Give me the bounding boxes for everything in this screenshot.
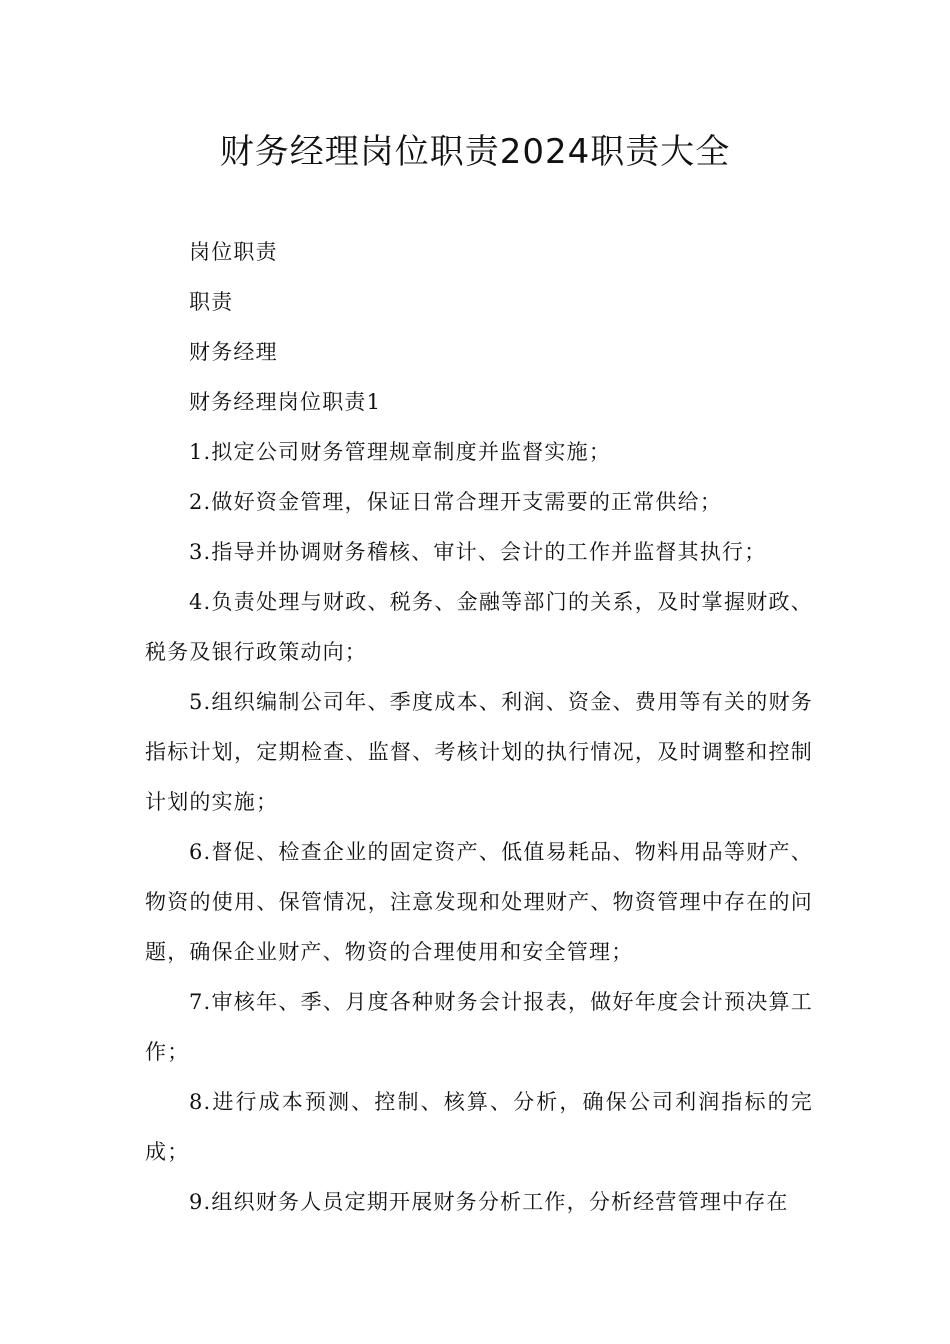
duty-item-2: 2.做好资金管理，保证日常合理开支需要的正常供给； bbox=[189, 490, 723, 514]
duty-item-5: 5.组织编制公司年、季度成本、利润、资金、费用等有关的财务指标计划，定期检查、监督、考核计划的执行情况，及时调整和控制计划的实施； bbox=[145, 690, 813, 814]
paragraph-section-heading: 岗位职责 bbox=[189, 240, 278, 264]
duty-item-3: 3.指导并协调财务稽核、审计、会计的工作并监督其执行； bbox=[189, 540, 767, 564]
duty-item-7: 7.审核年、季、月度各种财务会计报表，做好年度会计预决算工作； bbox=[145, 990, 813, 1064]
duty-item-4: 4.负责处理与财政、税务、金融等部门的关系，及时掌握财政、税务及银行政策动向； bbox=[145, 590, 813, 664]
paragraph-subheading: 职责 bbox=[189, 290, 234, 314]
duty-item-9: 9.组织财务人员定期开展财务分析工作，分析经营管理中存在 bbox=[189, 1190, 789, 1214]
document-body bbox=[145, 227, 813, 1227]
paragraph-role-name: 财务经理 bbox=[189, 340, 278, 364]
paragraph-section-title: 财务经理岗位职责1 bbox=[189, 390, 382, 414]
duty-item-6: 6.督促、检查企业的固定资产、低值易耗品、物料用品等财产、物资的使用、保管情况，注意发现和处理财产、物资管理中存在的问题，确保企业财产、物资的合理使用和安全管理； bbox=[145, 840, 813, 964]
document-title: 财务经理岗位职责2024职责大全 bbox=[219, 132, 731, 172]
duty-item-8: 8.进行成本预测、控制、核算、分析，确保公司利润指标的完成； bbox=[145, 1090, 813, 1164]
duty-item-1: 1.拟定公司财务管理规章制度并监督实施； bbox=[189, 440, 612, 464]
